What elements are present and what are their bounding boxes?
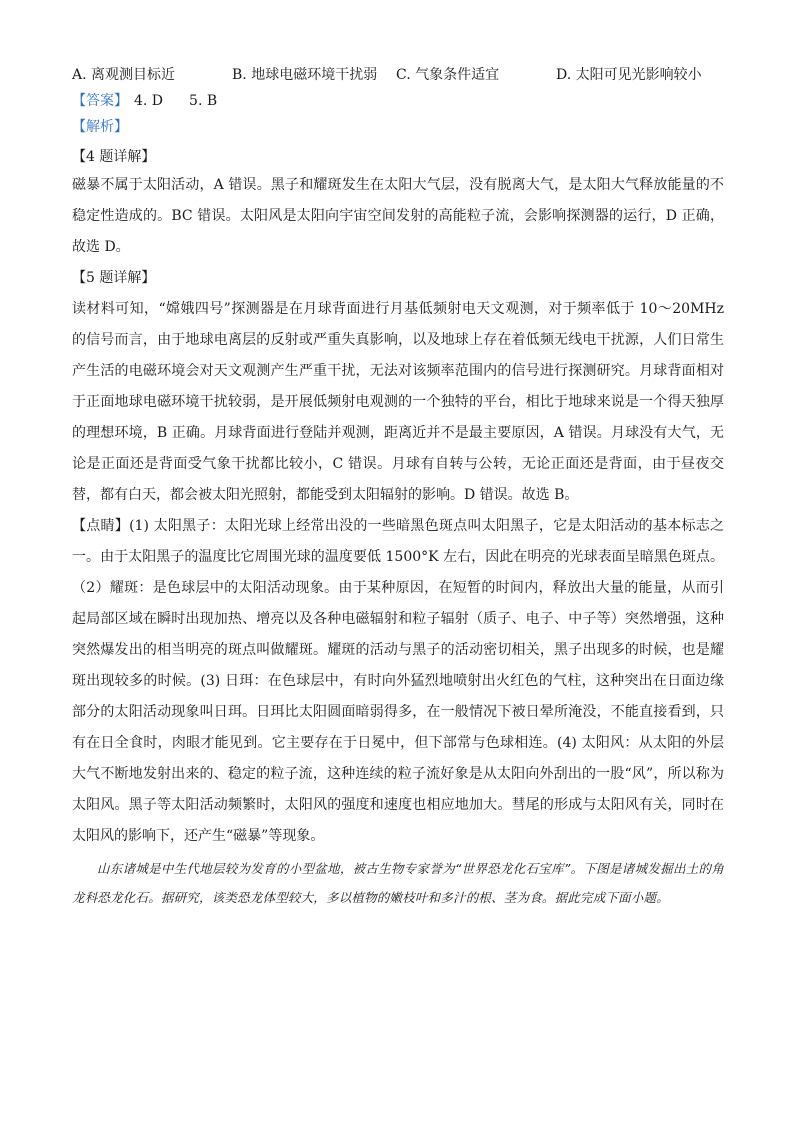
answer-line <box>72 88 724 114</box>
reading-material: 山东诸城是中生代地层较为发育的小型盆地，被古生物专家誉为“世界恐龙化石宝库”。下图是诸城发掘出土的角龙科恐龙化石。据研究，该类恐龙体型较大，多以植物的嫩枝叶和多汁的根、茎为食。据此完成下面小题。 <box>72 861 724 905</box>
note-text: (1) 太阳黑子：太阳光球上经常出没的一些暗黑色斑点叫太阳黑子，它是太阳活动的基本标志之一。由于太阳黑子的温度比它周围光球的温度要低 1500°K 左右，因此在明亮的光球表面呈暗黑色斑点。（2）耀斑：是色球层中的太阳活动现象。由于某种原因，在短暂的时间内，释放出大量的能量，从而引起局部区域在瞬时出现加热、增亮以及各种电磁辐射和粒子辐射（质子、电子、中子等）突然增强，这种突然爆发出的相当明亮的斑点叫做耀斑。耀斑的活动与黑子的活动密切相关，黑子出现多的时候，也是耀斑出现较多的时候。(3) 日珥：在色球层中，有时向外猛烈地喷射出火红色的气柱，这种突出在日面边缘部分的太阳活动现象叫日珥。日珥比太阳圆面暗弱得多，在一般情况下被日晕所淹没，不能直接看到，只有在日全食时，肉眼才能见到。它主要存在于日冕中，但下部常与色球相连。(4) 太阳风：从太阳的外层大气不断地发射出来的、稳定的粒子流，这种连续的粒子流好象是从太阳向外刮出的一股“风”，所以称为太阳风。黑子等太阳活动频繁时，太阳风的强度和速度也相应地加大。彗尾的形成与太阳风有关，同时在太阳风的影响下，还产生“磁暴”等现象。 <box>72 518 725 844</box>
answer-value-5: 5. B <box>189 93 218 109</box>
q5-explanation: 读材料可知，“嫦娥四号”探测器是在月球背面进行月基低频射电天文观测，对于频率低于 10～20MHz 的信号而言，由于地球电离层的反射或严重失真影响，以及地球上存在着低频无线电干扰源，人们日常生产生活的电磁环境会对天文观测产生严重干扰，无法对该频率范围内的信号进行探测研究。月球背面相对于正面地球电磁环境干扰较弱，是开展低频射电观测的一个独特的平台，相比于地球来说是一个得天独厚的理想环境，B 正确。月球背面进行登陆并观测，距离近并不是最主要原因，A 错误。月球没有大气，无论是正面还是背面受气象干扰都比较小，C 错误。月球有自转与公转，无论正面还是背面，由于昼夜交替，都有白天，都会被太阳光照射，都能受到太阳辐射的影响。D 错误。故选 B。 <box>72 301 724 503</box>
key-points-note <box>72 511 724 852</box>
q4-heading: 【4 题详解】 <box>72 149 156 165</box>
option-a: A. 离观测目标近 <box>72 67 176 83</box>
analysis-label: 【解析】 <box>72 119 128 135</box>
option-d: D. 太阳可见光影响较小 <box>556 67 702 83</box>
q5-heading: 【5 题详解】 <box>72 270 156 286</box>
answer-value-4: 4. D <box>134 93 164 109</box>
answer-options-row <box>72 62 724 88</box>
note-label: 【点睛】 <box>72 518 130 534</box>
option-c: C. 气象条件适宜 <box>396 67 500 83</box>
option-b: B. 地球电磁环境干扰弱 <box>232 67 378 83</box>
q4-explanation: 磁暴不属于太阳活动，A 错误。黑子和耀斑发生在太阳大气层，没有脱离大气，是太阳大气释放能量的不稳定性造成的。BC 错误。太阳风是太阳向宇宙空间发射的高能粒子流，会影响探测器的运行，D 正确，故选 D。 <box>72 177 724 255</box>
answer-label: 【答案】 <box>72 93 128 109</box>
document-page <box>72 62 724 912</box>
